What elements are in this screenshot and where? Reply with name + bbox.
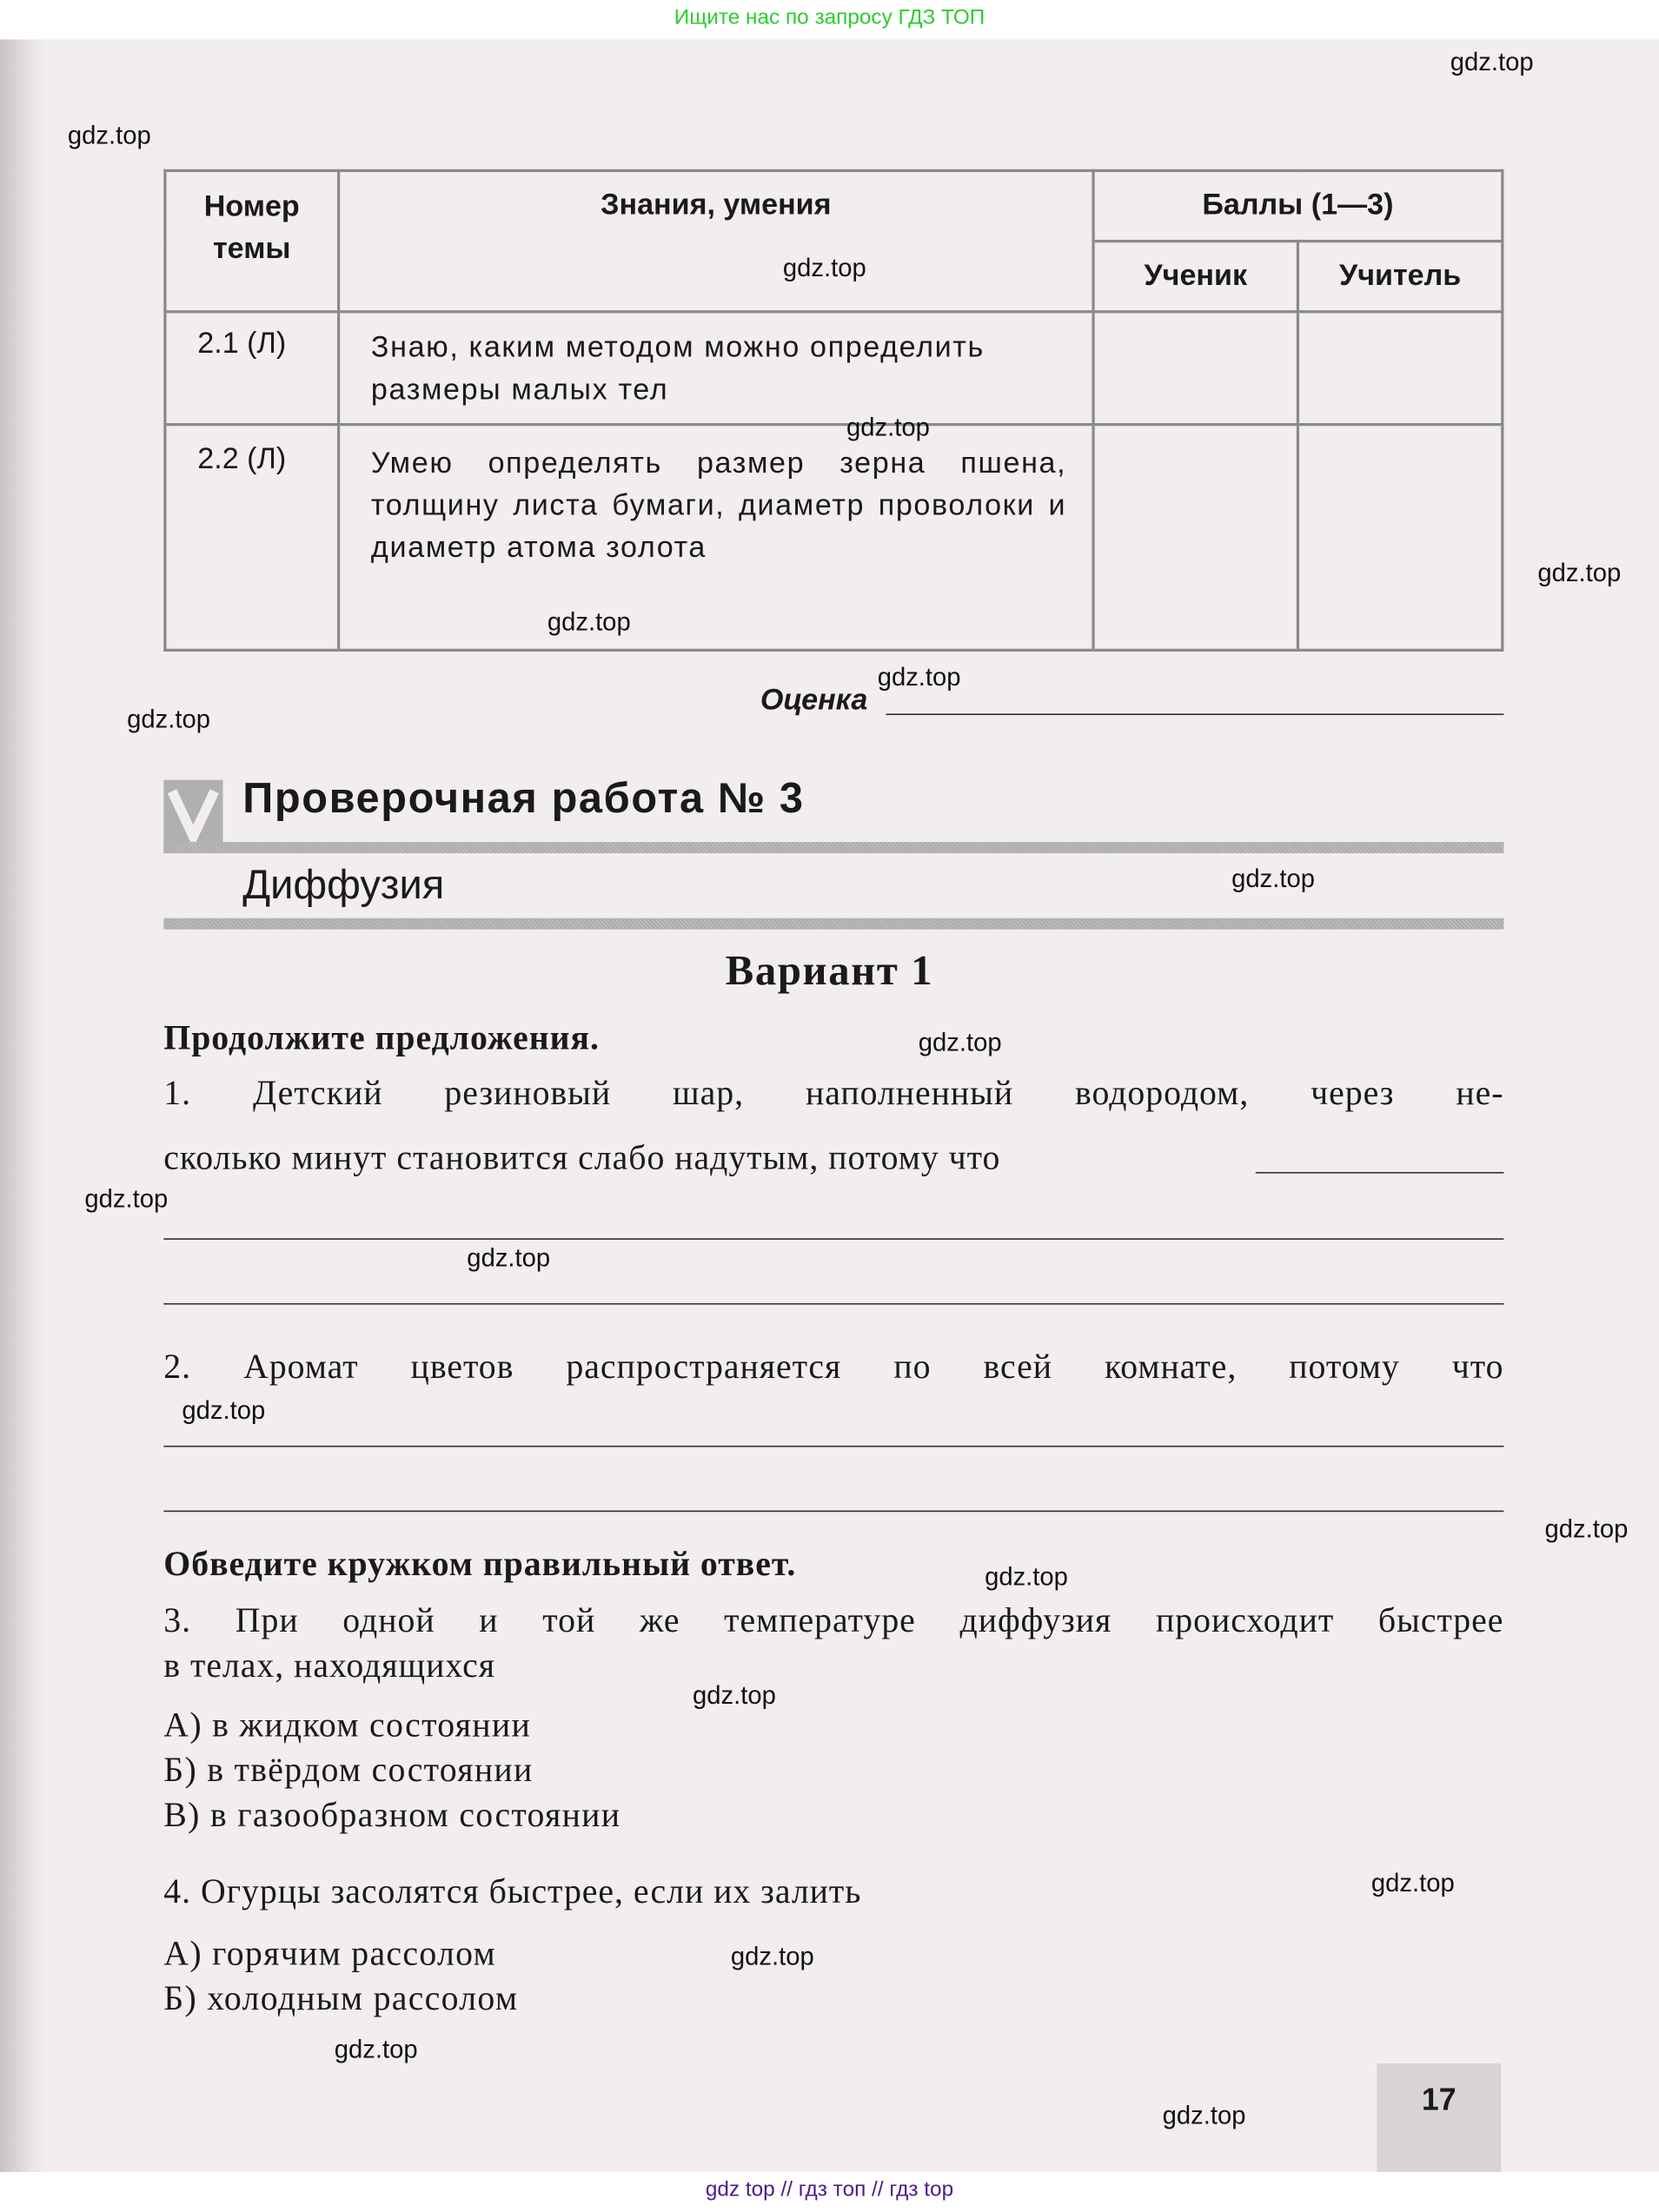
top-banner: Ищите нас по запросу ГДЗ ТОП	[674, 5, 985, 30]
book-spine-shadow	[0, 39, 45, 2171]
watermark: gdz.top	[1450, 48, 1534, 76]
watermark: gdz.top	[730, 1942, 814, 1970]
watermark: gdz.top	[182, 1396, 266, 1425]
watermark: gdz.top	[877, 662, 961, 692]
watermark: gdz.top	[1231, 864, 1315, 893]
q4-option-a[interactable]: А) горячим рассолом	[163, 1935, 497, 1973]
watermark: gdz.top	[1544, 1514, 1629, 1543]
teacher-score-cell[interactable]	[1297, 425, 1502, 651]
answer-line[interactable]	[163, 1511, 1503, 1513]
row-number: 2.1 (Л)	[165, 312, 339, 425]
header-number: Номер темы	[165, 170, 339, 311]
answer-line[interactable]	[163, 1446, 1503, 1447]
q4-option-b[interactable]: Б) холодным рассолом	[163, 1980, 519, 2018]
watermark: gdz.top	[693, 1680, 776, 1710]
section-topic: Диффузия	[242, 863, 445, 909]
question-3-line1: 3. При одной и той же температуре диффузия происходит быстрее	[163, 1602, 1504, 1640]
watermark: gdz.top	[918, 1028, 1002, 1056]
variant-title: Вариант 1	[725, 947, 934, 995]
row-skill: Знаю, каким методом можно определить размеры малых тел	[339, 312, 1093, 425]
header-scores: Баллы (1—3)	[1093, 170, 1503, 241]
grade-input-line[interactable]	[886, 713, 1503, 715]
question-3-line2: в телах, находящихся	[163, 1647, 495, 1685]
bottom-banner: gdz top // гдз топ // гдз top	[705, 2177, 954, 2202]
student-score-cell[interactable]	[1093, 312, 1297, 425]
q3-option-c[interactable]: В) в газообразном состоянии	[163, 1797, 621, 1835]
watermark: gdz.top	[846, 413, 930, 442]
row-number: 2.2 (Л)	[165, 425, 339, 651]
divider	[163, 918, 1503, 930]
question-1-line1: 1. Детский резиновый шар, наполненный водородом, через не-	[163, 1074, 1504, 1113]
header-student: Ученик	[1093, 242, 1297, 312]
watermark: gdz.top	[84, 1184, 169, 1214]
answer-line[interactable]	[163, 1303, 1503, 1305]
answer-line[interactable]	[163, 1238, 1503, 1240]
watermark: gdz.top	[334, 2035, 418, 2063]
instruction-1: Продолжите предложения.	[163, 1019, 600, 1058]
watermark: gdz.top	[547, 607, 631, 637]
grade-label: Оценка	[760, 684, 868, 717]
watermark: gdz.top	[1162, 2101, 1246, 2130]
table-row	[165, 312, 1503, 425]
question-1-line2: сколько минут становится слабо надутым, потому что	[163, 1139, 1001, 1178]
instruction-2: Обведите кружком правильный ответ.	[163, 1546, 797, 1584]
student-score-cell[interactable]	[1093, 425, 1297, 651]
divider	[163, 842, 1503, 853]
watermark: gdz.top	[985, 1562, 1068, 1592]
watermark: gdz.top	[127, 705, 210, 734]
q3-option-b[interactable]: Б) в твёрдом состоянии	[163, 1752, 534, 1790]
row-skill: Умею определять размер зерна пшена, толщину листа бумаги, диаметр проволоки и диаметр атома золота	[339, 425, 1093, 651]
q3-option-a[interactable]: А) в жидком состоянии	[163, 1706, 532, 1745]
header-teacher: Учитель	[1297, 242, 1502, 312]
teacher-score-cell[interactable]	[1297, 312, 1502, 425]
watermark: gdz.top	[782, 254, 866, 282]
question-4: 4. Огурцы засолятся быстрее, если их залить	[163, 1872, 862, 1911]
table-row	[165, 425, 1503, 651]
watermark: gdz.top	[1370, 1868, 1455, 1897]
section-title: Проверочная работа № 3	[242, 775, 805, 823]
watermark: gdz.top	[467, 1243, 551, 1273]
watermark: gdz.top	[1537, 558, 1622, 587]
page-number: 17	[1377, 2063, 1501, 2172]
answer-line[interactable]	[1256, 1172, 1504, 1174]
header-skills: Знания, умения	[339, 170, 1093, 311]
question-2: 2. Аромат цветов распространяется по всей комнате, потому что	[163, 1348, 1504, 1387]
skills-table	[163, 169, 1503, 652]
watermark: gdz.top	[67, 121, 151, 150]
